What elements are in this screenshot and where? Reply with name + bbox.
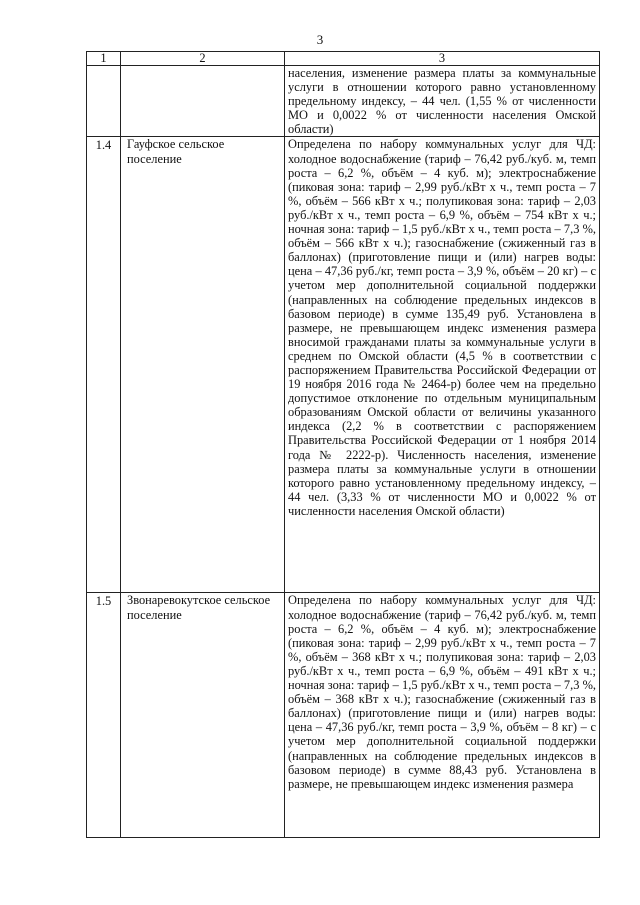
- row-text-cell: [285, 593, 600, 838]
- row-number: 1.4: [87, 137, 121, 593]
- row-text: Определена по набору коммунальных услуг для ЧД: холодное водоснабжение (тариф – 76,42 руб./куб. м, темп роста – 6,2 %, объём – 4 куб. м); электроснабжение (пиковая зона: тариф – 2,99 руб./кВт х ч., темп роста – 7 %, объём – 566 кВт х ч.; полупиковая зона: тариф – 2,03 руб./кВт х ч., темп роста – 6,9 %, объём – 754 кВт х ч.; ночная зона: тариф – 1,5 руб./кВт х ч., темп роста – 7,3 %, объём – 566 кВт х ч.); газоснабжение (сжиженный газ в баллонах) (приготовление пищи и (или) нагрев воды: цена – 47,36 руб./кг, темп роста – 3,9 %, объём – 20 кг) – с учетом мер дополнительной социальной поддержки (направленных на соблюдение предельных индексов в базовом периоде) в сумме 135,49 руб. Установлена в размере, не превышающем индекс изменения размера вносимой гражданами платы за коммунальные услуги в среднем по Омской области (4,5 % в соответствии с распоряжением Правительства Российской Федерации от 19 ноября 2016 года № 2464-р) более чем на предельно допустимое отклонение по отдельным муниципальным образованиям Омской области от величины указанного индекса (2,2 % в соответствии с распоряжением Правительства Российской Федерации от 1 ноября 2014 года № 2222-р). Численность населения, изменение размера платы за коммунальные услуги в отношении которого равно установленному предельному индексу, – 44 чел. (3,33 % от численности МО и 0,0022 % от численности населения Омской области): [285, 137, 600, 593]
- page-number: 3: [316, 32, 324, 47]
- document-table: [86, 51, 600, 838]
- header-col-1: 1: [87, 52, 121, 66]
- table-header-row: [87, 52, 600, 66]
- row-number-cell: [87, 66, 121, 137]
- header-col-2: 2: [121, 52, 285, 66]
- table-row: [87, 137, 600, 593]
- table-row: [87, 593, 600, 838]
- row-name: Звонаревокутское сельское поселение: [121, 593, 285, 838]
- header-col-3: 3: [285, 52, 600, 66]
- continuation-text: населения, изменение размера платы за коммунальные услуги в отношении которого равно установленному предельному индексу, – 44 чел. (1,55 % от численности МО и 0,0022 % от численности населения Омской области): [285, 66, 600, 137]
- row-name-cell: [121, 66, 285, 137]
- row-number: 1.5: [87, 593, 121, 838]
- row-text: Определена по набору коммунальных услуг для ЧД: холодное водоснабжение (тариф – 76,42 руб./куб. м, темп роста – 6,2 %, объём – 4 куб. м); электроснабжение (пиковая зона: тариф – 2,99 руб./кВт х ч., темп роста – 7 %, объём – 368 кВт х ч.; полупиковая зона: тариф – 2,03 руб./кВт х ч., темп роста – 6,9 %, объём – 491 кВт х ч.; ночная зона: тариф – 1,5 руб./кВт х ч., темп роста – 7,3 %, объём – 368 кВт х ч.); газоснабжение (сжиженный газ в баллонах) (приготовление пищи и (или) нагрев воды: цена – 47,36 руб./кг, темп роста – 3,9 %, объём – 8 кг) – с учетом мер дополнительной социальной поддержки (направленных на соблюдение предельных индексов в базовом периоде) в сумме 88,43 руб. Установлена в размере, не превышающем индекс изменения размера: [288, 593, 596, 791]
- row-name: Гауфское сельское поселение: [121, 137, 285, 593]
- table-row-continuation: [87, 66, 600, 137]
